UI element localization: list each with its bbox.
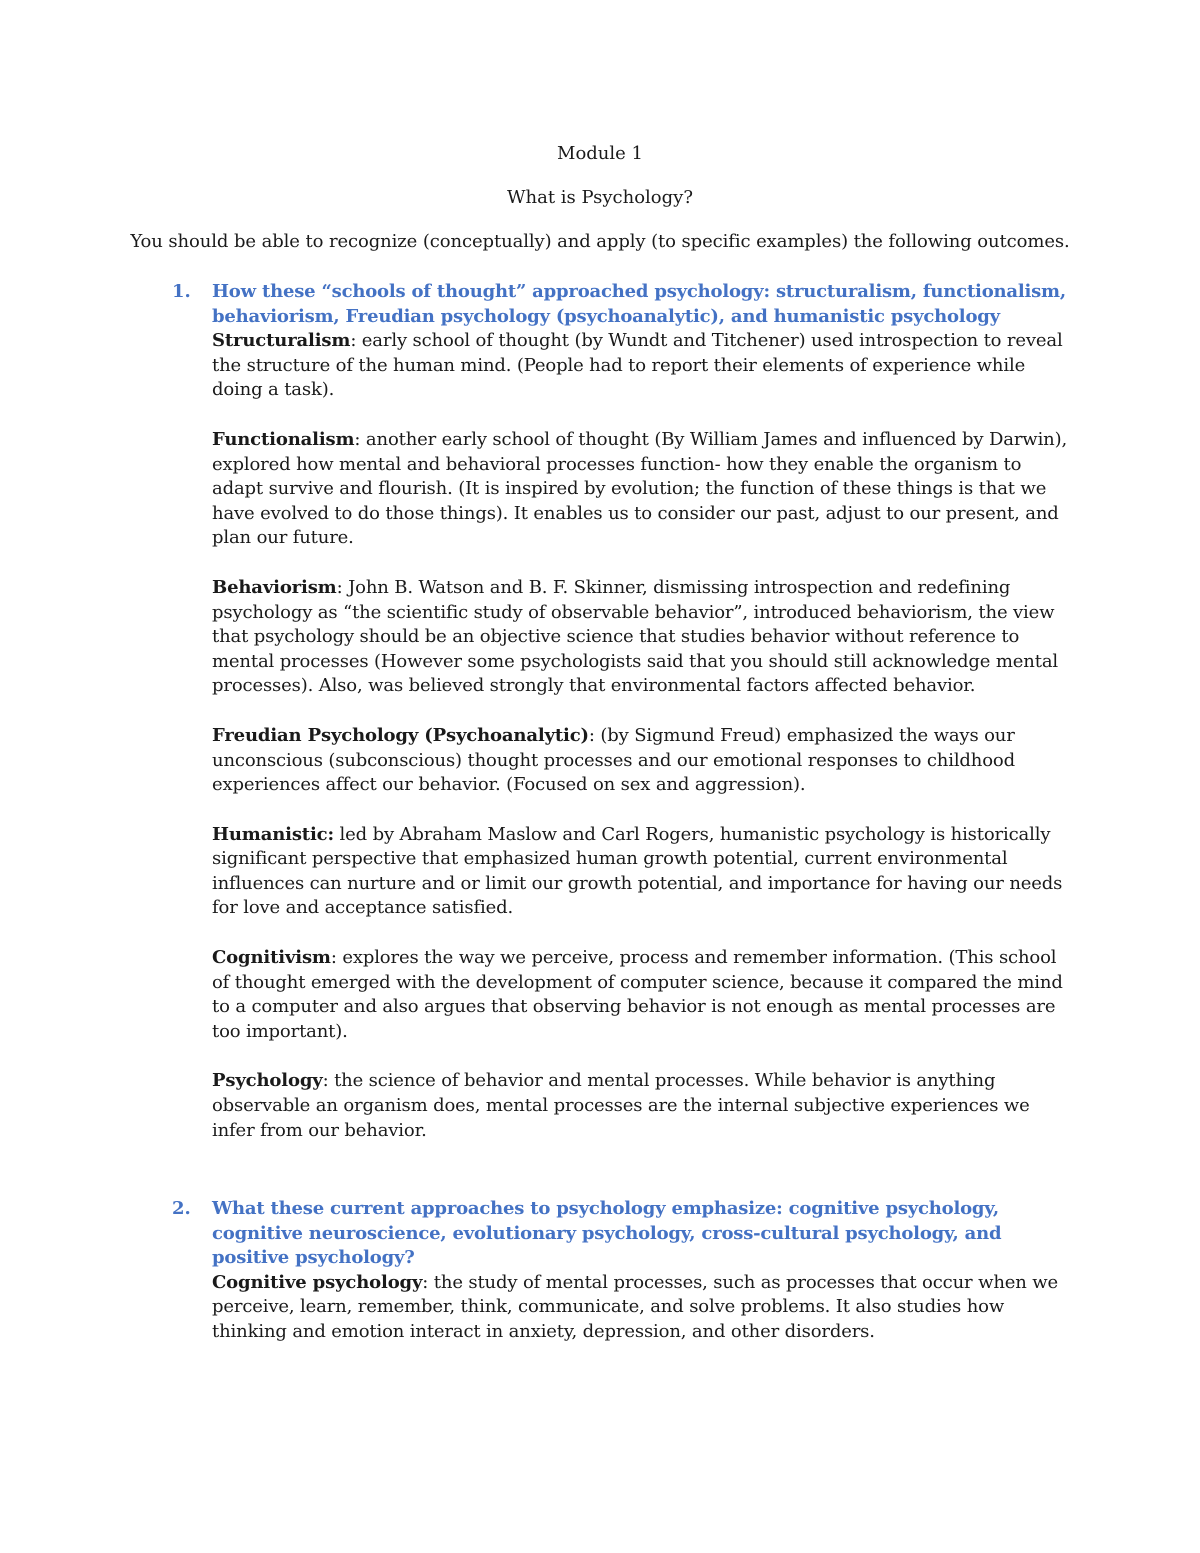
- definition-term: Cognitive psychology: [212, 1271, 423, 1293]
- definition-freudian: [212, 724, 1072, 798]
- definition-cognitive-psychology: [212, 1271, 1072, 1345]
- definition-behaviorism: [212, 576, 1072, 699]
- outcome-item-2: [172, 1197, 1072, 1370]
- list-number: 2.: [172, 1198, 191, 1219]
- term-separator: :: [354, 428, 361, 450]
- outcome-heading: What these current approaches to psychology emphasize: cognitive psychology, cognitive neuroscience, evolutionary psychology, cross-cultural psychology, and positive psychology?: [212, 1198, 1002, 1269]
- definition-term: Functionalism: [212, 428, 355, 450]
- definition-text: led by Abraham Maslow and Carl Rogers, humanistic psychology is historically significant perspective that emphasized human growth potential, current environmental influences can nurture and or limit our growth potential, and importance for having our needs for love and acceptance satisfied.: [212, 823, 1063, 919]
- definition-text: early school of thought (by Wundt and Titchener) used introspection to reveal the structure of the human mind. (People had to report their elements of experience while doing a task).: [212, 330, 1063, 401]
- definition-text: the science of behavior and mental processes. While behavior is anything observable an organism does, mental processes are the internal subjective experiences we infer from our behavior.: [212, 1070, 1030, 1141]
- definition-term: Psychology: [212, 1070, 323, 1092]
- definition-structuralism: [212, 329, 1072, 403]
- definition-term: Cognitivism: [212, 947, 331, 969]
- definition-psychology: [212, 1069, 1072, 1143]
- definition-humanistic: [212, 823, 1072, 921]
- list-number: 1.: [172, 281, 191, 302]
- definition-text: (by Sigmund Freud) emphasized the ways our unconscious (subconscious) thought processes and our emotional responses to childhood experiences affect our behavior. (Focused on sex and aggression).: [212, 724, 1015, 796]
- definition-term: Humanistic:: [212, 823, 334, 845]
- definition-text: explores the way we perceive, process and remember information. (This school of thought emerged with the development of computer science, because it compared the mind to a computer and also argues that observing behavior is not enough as mental processes are too important).: [212, 947, 1063, 1042]
- term-separator: :: [350, 330, 357, 352]
- definition-text: another early school of thought (By William James and influenced by Darwin), explored how mental and behavioral processes function- how they enable the organism to adapt survive and flourish. (It is inspired by evolution; the function of these things is that we have evolved to do those things). It enables us to consider our past, adjust to our present, and plan our future.: [212, 428, 1068, 549]
- definition-term: Behaviorism: [212, 576, 337, 598]
- term-separator: :: [336, 576, 343, 598]
- definition-text: the study of mental processes, such as processes that occur when we perceive, learn, remember, think, communicate, and solve problems. It also studies how thinking and emotion interact in anxiety, depression, and other disorders.: [212, 1271, 1059, 1342]
- outcome-item-1: [172, 280, 1072, 1168]
- definition-term: Freudian Psychology (Psychoanalytic): [212, 724, 589, 746]
- document-title: Module 1: [557, 143, 643, 164]
- definition-term: Structuralism: [212, 330, 351, 352]
- definition-text: John B. Watson and B. F. Skinner, dismissing introspection and redefining psychology as “the scientific study of observable behavior”, introduced behaviorism, the view that psychology should be an objective science that studies behavior without reference to mental processes (However some psychologists said that you should still acknowledge mental processes). Also, was believed strongly that environmental factors affected behavior.: [212, 576, 1059, 697]
- document-subtitle: What is Psychology?: [507, 187, 693, 208]
- definition-functionalism: [212, 428, 1072, 551]
- intro-paragraph: You should be able to recognize (conceptually) and apply (to specific examples) the following outcomes.: [130, 231, 1070, 252]
- definition-cognitivism: [212, 946, 1072, 1044]
- outcome-heading: How these “schools of thought” approached psychology: structuralism, functionalism, behaviorism, Freudian psychology (psychoanalytic), and humanistic psychology: [212, 281, 1066, 327]
- term-separator: :: [422, 1271, 429, 1293]
- term-separator: :: [322, 1070, 329, 1092]
- term-separator: :: [330, 947, 337, 969]
- term-separator: :: [588, 724, 595, 746]
